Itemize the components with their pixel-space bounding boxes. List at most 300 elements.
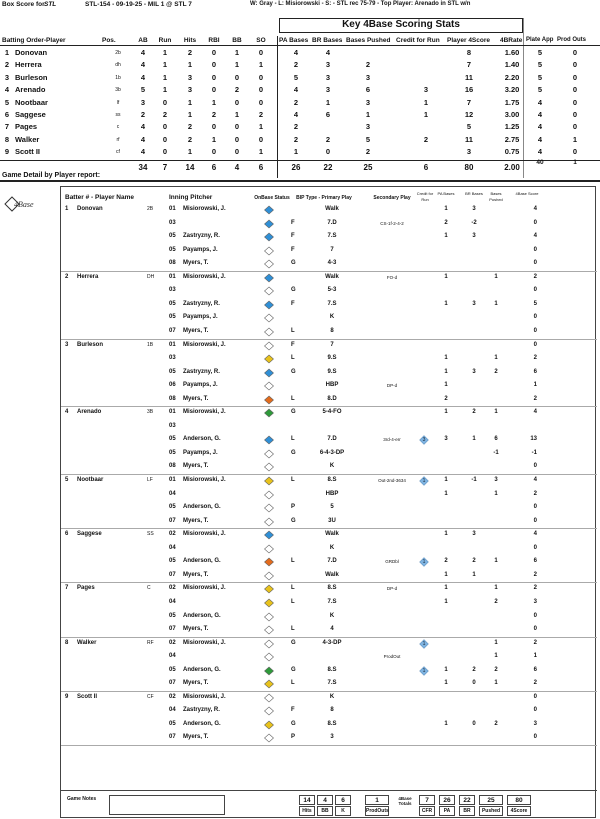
onbase-diamond-icon [263,395,275,405]
batter-position: C [147,585,151,592]
onbase-diamond-icon [263,612,275,622]
inning: 07 [169,327,176,334]
bip-type: L [291,355,295,362]
box-cell-hits: 1 [187,147,193,157]
box-cell-so: 0 [258,97,264,107]
batter-order: 6 [65,531,69,538]
four-base-score: 0 [533,287,537,294]
pa-bases: 1 [444,382,448,389]
box-cell-pa: 1 [293,147,299,157]
box-cell-bp: 2 [365,147,371,157]
col-order: Batting Order-Player [2,37,66,44]
box-cell-cfr: 2 [423,134,429,144]
batter-order: 3 [65,341,69,348]
onbase-diamond-icon [263,503,275,513]
bip-type: L [291,585,295,592]
batter-order: 2 [65,273,69,280]
four-base-score: 6 [533,666,537,673]
primary-play: K [329,314,335,321]
plate-appearance-row [61,489,597,501]
br-bases: 2 [472,409,476,416]
onbase-diamond-icon [263,286,275,296]
box-cell-prod: 0 [572,122,578,132]
plate-appearance-row [61,326,597,338]
pitcher: Payamps, J. [183,449,218,456]
inning: 02 [169,531,176,538]
primary-play: 4 [330,626,334,633]
plate-appearance-row [61,651,597,663]
plate-appearance-row [61,597,597,609]
col-run: Run [158,37,172,44]
onbase-diamond-icon [263,462,275,472]
box-cell-pos: 1b [115,74,121,81]
box-cell-so: 0 [258,48,264,57]
onbase-diamond-icon [263,557,275,567]
secondary-play: GRDbl [385,559,399,565]
box-cell-hits: 2 [187,134,193,144]
plate-appearance-row [61,556,597,568]
game-notes-box [109,795,225,815]
bases-pushed: 1 [494,273,498,280]
primary-play: 7.D [327,436,337,443]
onbase-diamond-icon [263,219,275,229]
box-cell-bb: 2 [234,85,240,95]
onbase-diamond-icon [263,544,275,554]
box-cell-prod: 0 [572,85,578,95]
box-cell-bb: 0 [234,134,240,144]
batter-position: 1B [147,341,154,348]
bases-pushed: -1 [493,449,499,456]
box-cell-rbi: 1 [211,97,217,107]
bip-type: G [291,639,296,646]
pitcher: Payamps, J. [183,382,218,389]
box-cell-prod: 0 [572,110,578,119]
pitcher: Myers, T. [183,680,209,687]
footer-br: 22 [459,795,475,805]
br-bases: 3 [472,233,476,240]
box-cell-rate: 0.75 [504,147,520,157]
plate-appearance-row [61,353,597,365]
pitcher: Anderson, G. [183,612,221,619]
plate-appearance-row [61,231,597,243]
four-base-score: 0 [533,517,537,524]
onbase-diamond-icon [263,300,275,310]
footer-k-label: K [335,806,351,816]
pa-bases: 1 [444,273,448,280]
box-cell-rbi: 0 [211,122,217,132]
box-cell-name: Arenado [15,85,46,95]
primary-play: 9.S [327,368,337,375]
bip-type: F [291,246,295,253]
box-cell-ab: 4 [140,134,146,144]
br-bases: -2 [471,219,477,226]
pa-bases: 1 [444,680,448,687]
box-cell-score: 7 [466,97,472,107]
col-so: SO [256,37,266,44]
plate-appearance-row [61,245,597,257]
box-cell-br: 2 [325,134,331,144]
footer-pushed: 25 [479,795,503,805]
batter-position: LF [147,477,153,483]
batter-position: SS [147,531,154,538]
four-base-score: 4 [533,409,537,416]
inning: 01 [169,341,176,348]
pa-bases: 1 [444,490,448,497]
total-pa: 26 [291,163,301,172]
primary-play: Walk [325,273,339,280]
onbase-diamond-icon [263,313,275,323]
box-cell-so: 2 [258,110,264,119]
pitcher: Payamps, J. [183,246,218,253]
box-cell-bp: 2 [365,60,371,70]
total-rate: 2.00 [504,163,520,172]
pitcher: Misiorowski, J. [183,273,226,280]
pa-bases: 1 [444,477,448,483]
box-row [0,48,600,59]
onbase-diamond-icon [263,327,275,337]
inning: 04 [169,490,176,497]
onbase-diamond-icon [263,449,275,459]
box-cell-br: 4 [325,48,331,57]
primary-play: 9.S [327,355,337,362]
br-bases: 2 [472,666,476,673]
onbase-diamond-icon [263,598,275,608]
inning: 04 [169,598,176,605]
footer-score-label: 4Score [507,806,531,816]
col-plate-app: Plate App [526,37,554,43]
primary-play: 8.D [327,395,337,402]
box-cell-run: 0 [162,122,168,132]
four-base-score: 2 [533,273,537,280]
four-base-score: 6 [533,558,537,565]
box-cell-rate: 1.75 [504,97,520,107]
box-cell-pa: 2 [293,60,299,70]
batter-name: Arenado [77,409,102,416]
total-hits: 14 [185,163,195,172]
pitcher: Misiorowski, J. [183,206,226,212]
box-cell-plate: 4 [537,134,543,144]
batter-order: 8 [65,639,69,646]
box-cell-plate: 5 [537,48,543,57]
box-cell-prod: 0 [572,97,578,107]
col-bases-pushed: Bases Pushed [346,37,391,44]
plate-appearance-row [61,475,597,487]
inning: 02 [169,693,176,700]
onbase-diamond-icon [263,652,275,662]
col-player-4score: Player 4Score [447,37,491,44]
box-cell-run: 1 [162,85,168,95]
bases-pushed: 2 [494,598,498,605]
primary-play: K [329,693,335,700]
four-base-score: 2 [533,571,537,578]
box-cell-name: Donovan [15,48,48,57]
inning: 06 [169,382,176,389]
box-cell-n: 4 [4,85,10,95]
box-score-label: Box Score for [2,1,45,8]
four-base-score: 0 [533,219,537,226]
box-cell-name: Nootbaar [15,97,48,107]
box-cell-run: 0 [162,134,168,144]
inning: 07 [169,571,176,578]
primary-play: 5-3 [327,287,337,294]
box-cell-hits: 2 [187,48,193,57]
box-row [0,110,600,121]
onbase-diamond-icon [263,259,275,269]
batter-name: Saggese [77,531,102,538]
total-ab: 34 [138,163,148,172]
bases-pushed: 1 [494,355,498,362]
primary-play: Walk [325,206,339,212]
pitcher: Myers, T. [183,517,209,524]
total-run: 7 [162,163,168,172]
plate-appearance-row [61,665,597,677]
plate-appearance-row [61,204,597,216]
box-cell-run: 1 [162,72,168,82]
batter-order: 1 [65,206,69,212]
bip-type: G [291,409,296,416]
footer-bb-label: BB [317,806,333,816]
box-cell-name: Herrera [15,60,42,70]
bip-type: G [291,368,296,375]
plate-appearance-row [61,732,597,744]
batter-position: RF [147,639,154,646]
box-cell-prod: 0 [572,72,578,82]
secondary-play: ProdOut [383,654,401,660]
footer-score: 80 [507,795,531,805]
box-cell-rate: 2.20 [504,72,520,82]
inning: 07 [169,517,176,524]
footer-hits: 14 [299,795,315,805]
box-cell-score: 8 [466,48,472,57]
inning: 05 [169,300,176,307]
box-cell-pa: 5 [293,72,299,82]
game-detail-heading: Game Detail by Player report: [2,172,101,179]
br-bases: 0 [472,680,476,687]
plate-appearance-row [61,434,597,446]
box-cell-pa: 2 [293,122,299,132]
inning: 05 [169,436,176,443]
total-so: 6 [258,163,264,172]
four-base-score: 0 [533,246,537,253]
plate-appearance-row [61,340,597,352]
plate-appearance-row [61,583,597,595]
secondary-play: 3rd-4-err [383,437,401,443]
pa-bases: 1 [444,585,448,592]
primary-play: 8 [330,327,334,334]
primary-play: 3 [330,734,334,741]
col-secondary: Secondary Play [373,195,411,201]
inning: 07 [169,680,176,687]
batter-name: Pages [77,585,95,592]
box-cell-ab: 3 [140,97,146,107]
col-cfr: Credit for Run [396,37,440,44]
total-prod: 1 [573,159,577,166]
pitcher: Anderson, G. [183,720,221,727]
onbase-diamond-icon [263,530,275,540]
primary-play: 8 [330,707,334,714]
bip-type: G [291,449,296,456]
four-base-score: 2 [533,490,537,497]
pa-bases: 3 [444,436,448,443]
box-cell-prod: 0 [572,48,578,57]
plate-appearance-row [61,394,597,406]
logo-text: 4Base [14,200,34,209]
box-cell-pos: ss [115,112,121,118]
inning: 05 [169,246,176,253]
inning: 05 [169,720,176,727]
inning: 01 [169,409,176,416]
inning: 01 [169,273,176,280]
bip-type: L [291,598,295,605]
primary-play: Walk [325,531,339,538]
primary-play: 8.S [327,666,337,673]
total-cfr: 6 [423,163,429,172]
plate-appearance-row [61,380,597,392]
game-notes-label: Game Notes [67,796,97,802]
game-info: STL-154 - 09-19-25 - MIL 1 @ STL 7 [85,1,192,8]
bip-type: L [291,327,295,334]
batter-name: Scott II [77,693,98,700]
pa-bases: 1 [444,720,448,727]
box-cell-ab: 5 [140,85,146,95]
four-base-score: 1 [533,382,537,389]
pitcher: Misiorowski, J. [183,531,226,538]
bip-type: L [291,436,295,443]
box-cell-so: 0 [258,72,264,82]
bip-type: G [291,287,296,294]
box-cell-score: 11 [465,134,473,144]
primary-play: K [329,463,335,470]
primary-play: 7 [330,341,334,348]
box-cell-run: 2 [162,110,168,119]
plate-appearance-row [61,624,597,636]
box-cell-rbi: 0 [211,60,217,70]
four-base-score: 0 [533,260,537,267]
plate-appearance-row [61,638,597,650]
pa-bases: 1 [444,666,448,673]
onbase-diamond-icon [263,232,275,242]
box-cell-br: 6 [325,110,331,119]
footer-cfr: 7 [419,795,435,805]
box-cell-rbi: 2 [211,110,217,119]
box-cell-br: 3 [325,60,331,70]
col-br: BR Bases [465,191,483,196]
pitcher: Myers, T. [183,571,209,578]
four-base-score: 0 [533,341,537,348]
footer-pa-label: PA [439,806,455,816]
pitcher: Misiorowski, J. [183,341,226,348]
box-cell-bb: 0 [234,97,240,107]
box-cell-n: 5 [4,97,10,107]
pa-bases: 2 [444,395,448,402]
inning: 05 [169,314,176,321]
footer-pa: 26 [439,795,455,805]
bases-pushed: 2 [494,720,498,727]
box-cell-pos: rf [116,136,120,143]
box-cell-score: 16 [464,85,474,95]
pitcher: Misiorowski, J. [183,639,226,646]
four-base-score: 0 [533,327,537,334]
plate-appearance-row [61,312,597,324]
onbase-diamond-icon [263,435,275,445]
box-row [0,122,600,133]
inning: 05 [169,558,176,565]
batter-order: 7 [65,585,69,592]
batter-order: 5 [65,477,69,483]
box-cell-score: 5 [466,122,472,132]
box-cell-rbi: 0 [211,48,217,57]
box-cell-rate: 1.25 [504,122,520,132]
pa-bases: 1 [444,368,448,375]
onbase-diamond-icon [263,706,275,716]
box-cell-n: 8 [4,134,10,144]
primary-play: K [329,612,335,619]
plate-appearance-row [61,421,597,433]
pa-bases: 1 [444,206,448,212]
primary-play: 5-4-FO [322,409,342,416]
primary-play: 7.D [327,558,337,565]
box-cell-pos: c [116,124,120,131]
four-base-score: 13 [530,436,537,443]
box-cell-hits: 1 [187,97,193,107]
box-cell-bp: 5 [365,134,371,144]
box-cell-rbi: 0 [211,72,217,82]
bases-pushed: 1 [494,680,498,687]
box-cell-n: 7 [4,122,10,132]
box-cell-bb: 1 [234,60,240,70]
primary-play: 5 [330,504,334,511]
box-cell-bp: 3 [365,72,371,82]
secondary-play: DP-d [386,586,398,592]
inning: 03 [169,422,176,429]
box-cell-ab: 4 [140,122,146,132]
pitcher: Anderson, G. [183,436,221,443]
box-cell-bb: 0 [234,72,240,82]
4base-logo [4,195,40,213]
box-cell-cfr: 3 [423,85,429,95]
onbase-diamond-icon [263,584,275,594]
plate-appearance-row [61,407,597,419]
onbase-diamond-icon [263,571,275,581]
plate-appearance-row [61,678,597,690]
four-base-score: 0 [533,544,537,551]
box-cell-n: 2 [4,60,10,70]
pa-bases: 1 [444,571,448,578]
plate-appearance-row [61,285,597,297]
br-bases: 1 [472,571,476,578]
pitcher: Misiorowski, J. [183,477,226,483]
col-inning-pitcher: Inning Pitcher [169,194,213,201]
four-base-score: 4 [533,477,537,483]
br-bases: -1 [471,477,477,483]
batter-position: CF [147,693,154,700]
four-base-score: 0 [533,626,537,633]
br-bases: 3 [472,300,476,307]
four-base-score: 0 [533,734,537,741]
onbase-diamond-icon [263,368,275,378]
batter-position: 3B [147,409,154,416]
box-cell-cfr: 1 [423,97,429,107]
col-rbi: RBI [208,37,220,44]
primary-play: 6-4-3-DP [319,449,345,456]
box-cell-hits: 3 [187,72,193,82]
divider [61,790,597,791]
box-cell-hits: 2 [187,122,193,132]
bip-type: P [291,734,296,741]
onbase-diamond-icon [263,720,275,730]
pa-bases: 1 [444,598,448,605]
inning: 04 [169,707,176,714]
